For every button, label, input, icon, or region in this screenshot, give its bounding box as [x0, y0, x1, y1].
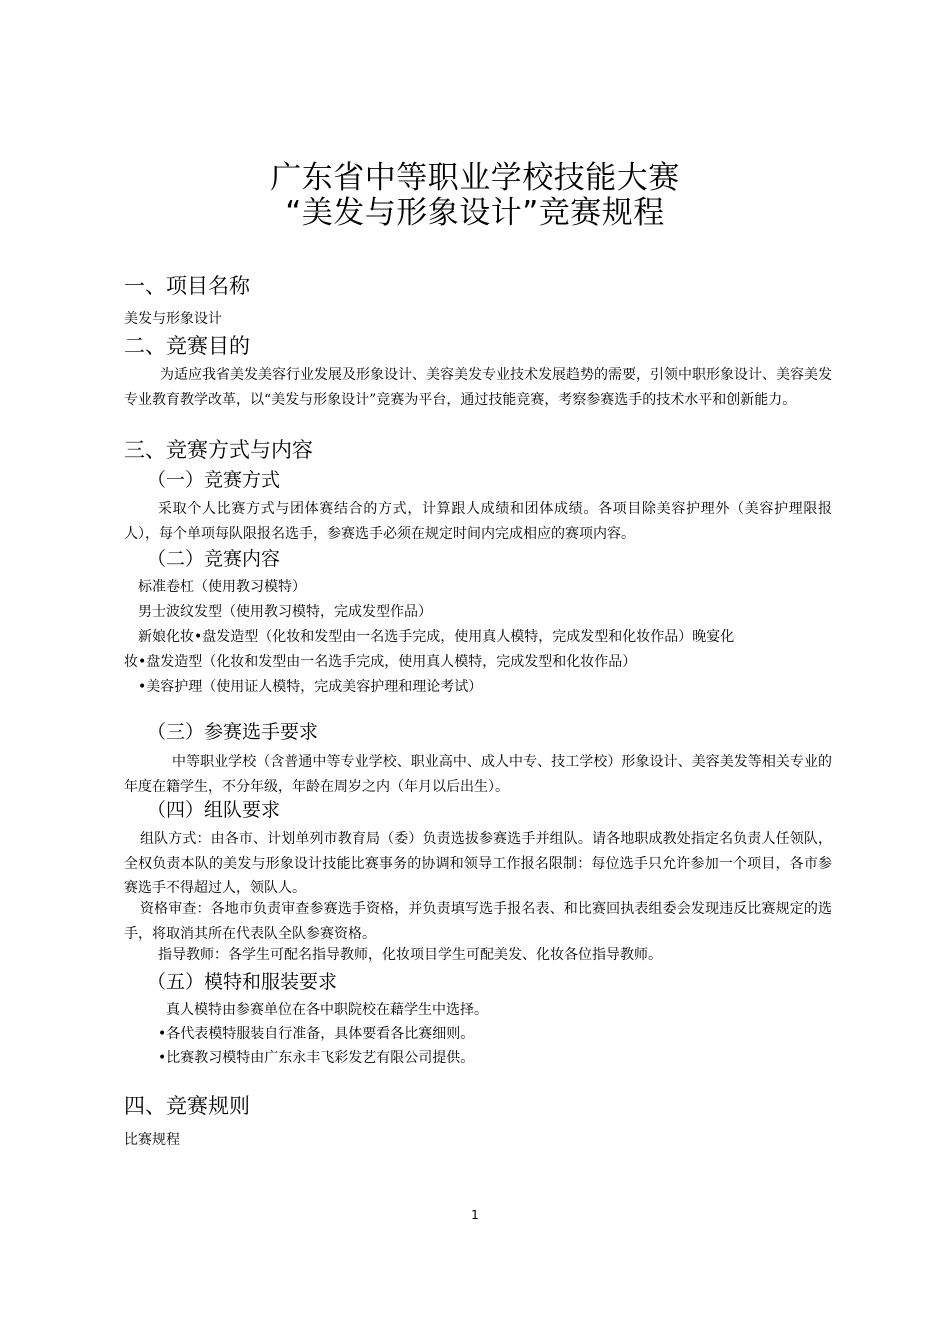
model-costume-item: 真人模特由参赛单位在各中职院校在藉学生中选择。: [166, 1002, 488, 1018]
subheading-model-costume: （五）模特和服装要求: [147, 971, 338, 993]
content-item: 标准卷杠（使用教习模特）: [138, 579, 306, 595]
model-costume-item: •比赛教习模特由广东永丰飞彩发艺有限公司提供。: [158, 1050, 475, 1066]
section-heading-project-name: 一、项目名称: [124, 274, 250, 298]
subheading-content: （二）竞赛内容: [147, 548, 281, 570]
subheading-contestant-requirements: （三）参赛选手要求: [147, 721, 319, 743]
rules-text: 比赛规程: [124, 1132, 180, 1148]
section-heading-purpose: 二、竞赛目的: [124, 334, 250, 358]
method-paragraph: 采取个人比赛方式与团体赛结合的方式，计算跟人成绩和团体成绩。各项目除美容护理外（美容护理限报人），每个单项每队限报名选手，参赛选手必须在规定时间内完成相应的赛项内容。: [124, 501, 832, 542]
document-title-line-2: “美发与形象设计”竞赛规程: [285, 195, 665, 231]
qualification-review-paragraph: 资格审查：各地市负责审查参赛选手资格，并负责填写选手报名表、和比赛回执表组委会发现违反比赛规定的选手，将取消其所在代表队全队参赛资格。: [124, 901, 832, 942]
section-heading-method-content: 三、竞赛方式与内容: [124, 438, 313, 462]
purpose-paragraph: 为适应我省美发美容行业发展及形象设计、美容美发专业技术发展趋势的需要，引领中职形象设计、美容美发专业教育教学改革，以“美发与形象设计”竞赛为平台，通过技能竞赛，考察参赛选手的技术水平和创新能力。: [124, 367, 832, 408]
instructor-paragraph: 指导教师：各学生可配名指导教师，化妆项目学生可配美发、化妆各位指导教师。: [158, 947, 662, 963]
content-item: 男士波纹发型（使用教习模特，完成发型作品）: [138, 604, 432, 620]
subheading-team-requirements: （四）组队要求: [147, 799, 281, 821]
project-name-text: 美发与形象设计: [124, 311, 222, 327]
document-title-line-1: 广东省中等职业学校技能大赛: [270, 160, 680, 196]
content-item: 妆•盘发造型（化妆和发型由一名选手完成，使用真人模特，完成发型和化妆作品）: [124, 654, 637, 670]
model-costume-item: •各代表模特服装自行准备，具体要看各比赛细则。: [158, 1026, 475, 1042]
contestant-requirements-paragraph: 中等职业学校（含普通中等专业学校、职业高中、成人中专、技工学校）形象设计、美容美发等相关专业的年度在籍学生，不分年级，年龄在周岁之内（年月以后出生）。: [124, 754, 832, 795]
content-item: 新娘化妆•盘发造型（化妆和发型由一名选手完成，使用真人模特，完成发型和化妆作品）晚宴化: [138, 629, 735, 645]
section-heading-rules: 四、竞赛规则: [124, 1094, 250, 1118]
subheading-method: （一）竞赛方式: [147, 469, 281, 491]
page-number: 1: [471, 1208, 479, 1222]
team-formation-paragraph: 组队方式：由各市、计划单列市教育局（委）负责选拔参赛选手并组队。请各地职成教处指定名负责人任领队，全权负责本队的美发与形象设计技能比赛事务的协调和领导工作报名限制：每位选手只允许参加一个项目，各市参赛选手不得超过人，领队人。: [124, 831, 832, 896]
content-item: •美容护理（使用证人模特，完成美容护理和理论考试）: [138, 679, 483, 695]
